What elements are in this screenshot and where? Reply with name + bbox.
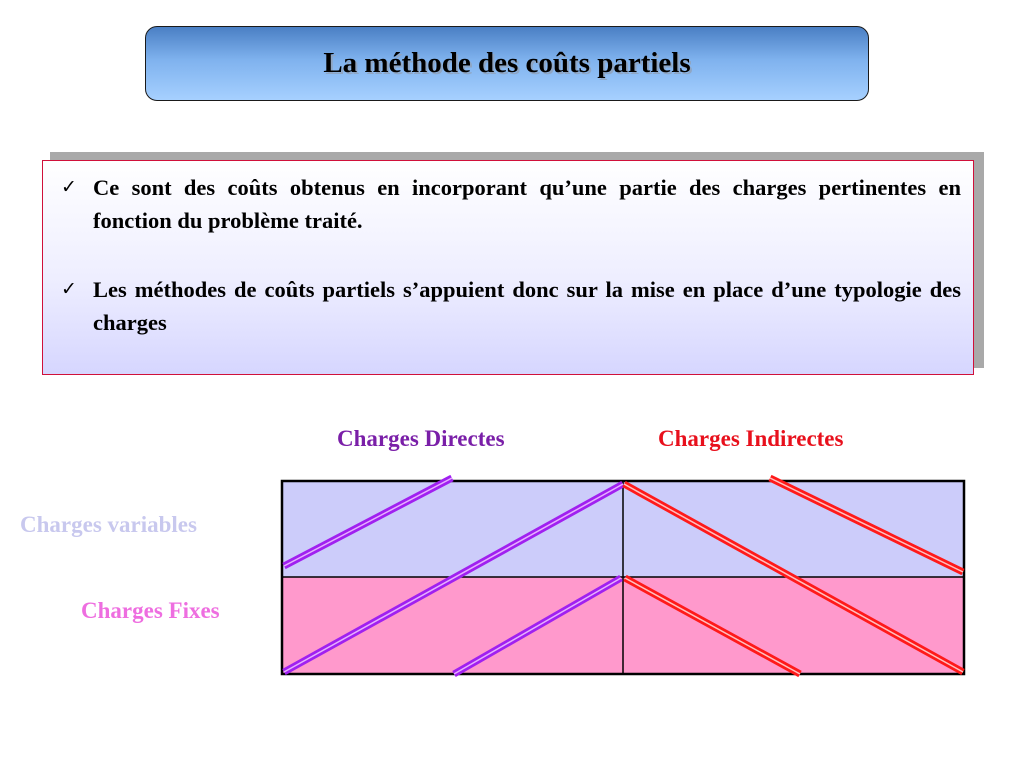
row-label-fixes: Charges Fixes	[81, 598, 220, 623]
bullet-text: Les méthodes de coûts partiels s’appuient donc sur la mise en place d’une typologie des charges	[93, 277, 961, 335]
bullet-text: Ce sont des coûts obtenus en incorporant qu’une partie des charges pertinentes en fonction du problème traité.	[93, 175, 961, 233]
page-title: La méthode des coûts partiels	[323, 47, 691, 79]
check-icon: ✓	[61, 176, 77, 198]
row-label-variables: Charges variables	[20, 512, 197, 537]
check-icon: ✓	[61, 278, 77, 300]
column-label-directes: Charges Directes	[337, 426, 505, 451]
column-label-indirectes: Charges Indirectes	[658, 426, 844, 451]
